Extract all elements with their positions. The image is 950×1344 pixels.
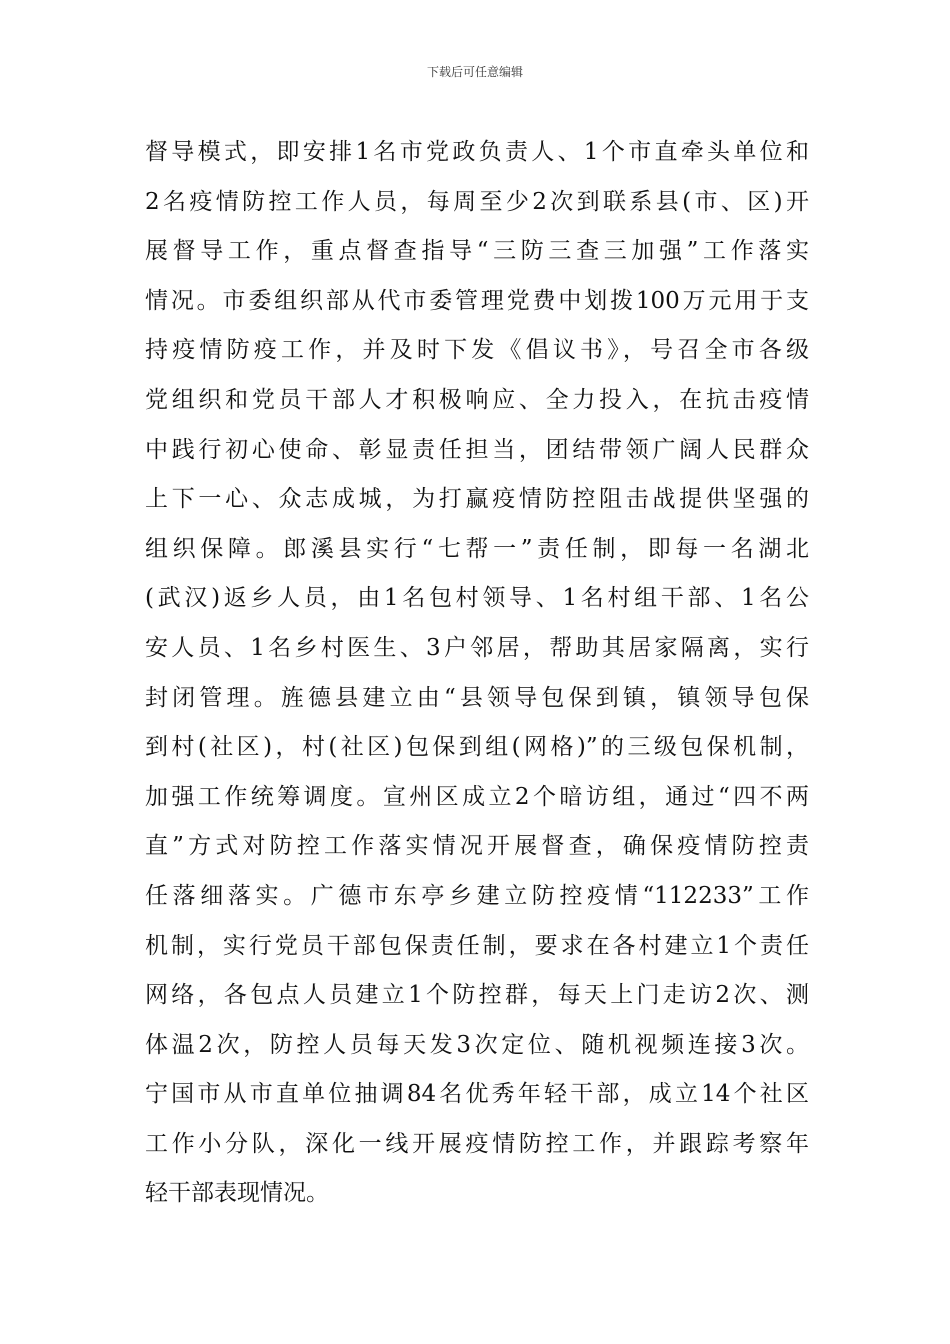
text-line: 到村(社区)，村(社区)包保到组(网格)”的三级包保机制， <box>145 734 809 761</box>
text-line: 直”方式对防控工作落实情况开展督查，确保疫情防控责 <box>145 833 809 860</box>
text-line: 上下一心、众志成城，为打赢疫情防控阻击战提供坚强的 <box>145 486 809 513</box>
text-line: 轻干部表现情况。 <box>145 1180 329 1207</box>
text-line: 党组织和党员干部人才积极响应、全力投入，在抗击疫情 <box>145 386 809 413</box>
text-line: 体温2次，防控人员每天发3次定位、随机视频连接3次。 <box>145 1031 809 1058</box>
download-note: 下载后可任意编辑 <box>426 65 523 79</box>
text-line: 机制，实行党员干部包保责任制，要求在各村建立1个责任 <box>145 932 809 959</box>
text-line: 组织保障。郎溪县实行“七帮一”责任制，即每一名湖北 <box>145 535 809 562</box>
text-line: 网络，各包点人员建立1个防控群，每天上门走访2次、测 <box>145 982 809 1009</box>
text-line: 中践行初心使命、彰显责任担当，团结带领广阔人民群众 <box>145 436 809 463</box>
text-line: (武汉)返乡人员，由1名包村领导、1名村组干部、1名公 <box>145 585 809 612</box>
text-line: 持疫情防疫工作，并及时下发《倡议书》，号召全市各级 <box>145 337 809 364</box>
body-paragraph <box>145 128 809 1219</box>
text-line: 封闭管理。旌德县建立由“县领导包保到镇，镇领导包保 <box>145 684 809 711</box>
text-line: 展督导工作，重点督查指导“三防三查三加强”工作落实 <box>145 238 809 265</box>
text-line: 情况。市委组织部从代市委管理党费中划拨100万元用于支 <box>145 287 809 314</box>
text-line: 督导模式，即安排1名市党政负责人、1个市直牵头单位和 <box>145 139 809 165</box>
text-line: 任落细落实。广德市东亭乡建立防控疫情“112233”工作 <box>145 882 809 909</box>
text-line: 工作小分队，深化一线开展疫情防控工作，并跟踪考察年 <box>145 1130 809 1157</box>
text-line: 加强工作统筹调度。宣州区成立2个暗访组，通过“四不两 <box>145 783 809 810</box>
text-line: 2名疫情防控工作人员，每周至少2次到联系县(市、区)开 <box>145 188 809 215</box>
text-line: 安人员、1名乡村医生、3户邻居，帮助其居家隔离，实行 <box>145 634 809 661</box>
text-line: 宁国市从市直单位抽调84名优秀年轻干部，成立14个社区 <box>145 1081 809 1108</box>
